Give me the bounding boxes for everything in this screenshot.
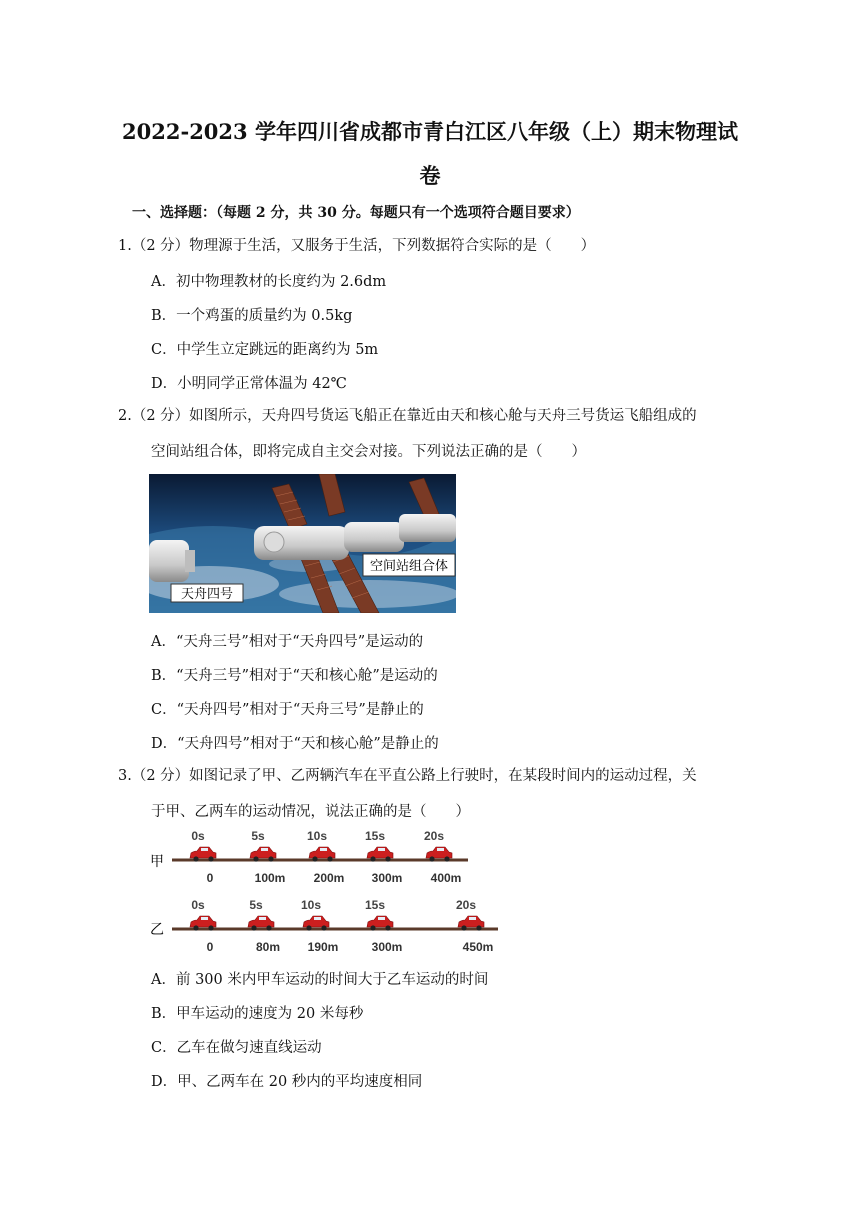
car1-time-label: 15s: [364, 829, 386, 843]
car2-time-label: 10s: [300, 898, 322, 912]
car2-position-label: 300m: [371, 940, 403, 954]
car2-label: 乙: [150, 921, 164, 937]
question-1-option-c: C．中学生立定跳远的距离约为 5m: [151, 342, 379, 358]
question-2-option-c: C．“天舟四号”相对于“天舟三号”是静止的: [151, 702, 424, 718]
car1-position-label: 300m: [371, 871, 403, 885]
car1-time-label: 5s: [251, 829, 265, 843]
question-3-stem-continued: 于甲、乙两车的运动情况，说法正确的是（ ）: [151, 804, 470, 820]
space-station-photo: [149, 474, 456, 613]
question-1-option-b: B．一个鸡蛋的质量约为 0.5kg: [151, 308, 353, 324]
car1-position-label: 100m: [254, 871, 286, 885]
question-3-stem: 3.（2 分）如图记录了甲、乙两辆汽车在平直公路上行驶时，在某段时间内的运动过程，关: [118, 768, 697, 784]
car2-position-label: 80m: [255, 940, 281, 954]
question-2-stem-continued: 空间站组合体，即将完成自主交会对接。下列说法正确的是（ ）: [151, 444, 586, 460]
car1-time-label: 0s: [191, 829, 205, 843]
question-2-option-a: A．“天舟三号”相对于“天舟四号”是运动的: [151, 634, 424, 650]
car1-time-label: 10s: [306, 829, 328, 843]
question-3-option-b: B．甲车运动的速度为 20 米每秒: [151, 1006, 364, 1022]
question-2-stem: 2.（2 分）如图所示，天舟四号货运飞船正在靠近由天和核心舱与天舟三号货运飞船组成的: [118, 408, 697, 424]
question-2-option-d: D．“天舟四号”相对于“天和核心舱”是静止的: [151, 736, 439, 752]
car2-position-label: 0: [206, 940, 214, 954]
question-2-option-b: B．“天舟三号”相对于“天和核心舱”是运动的: [151, 668, 438, 684]
document-title-line1: 2022-2023 学年四川省成都市青白江区八年级（上）期末物理试: [122, 119, 738, 144]
question-3-option-a: A．前 300 米内甲车运动的时间大于乙车运动的时间: [151, 972, 489, 988]
question-1-stem: 1.（2 分）物理源于生活，又服务于生活，下列数据符合实际的是（ ）: [118, 238, 596, 254]
car-motion-diagram: [150, 828, 505, 958]
car1-label: 甲: [150, 853, 164, 869]
car2-time-label: 5s: [249, 898, 263, 912]
question-3-option-d: D．甲、乙两车在 20 秒内的平均速度相同: [151, 1074, 423, 1090]
car2-time-label: 15s: [364, 898, 386, 912]
car2-position-label: 190m: [307, 940, 339, 954]
question-1-option-a: A．初中物理教材的长度约为 2.6dm: [151, 274, 387, 290]
section-heading: 一、选择题：（每题 2 分，共 30 分。每题只有一个选项符合题目要求）: [132, 205, 580, 221]
car2-time-label: 0s: [191, 898, 205, 912]
car2-time-label: 20s: [455, 898, 477, 912]
document-title-line2: 卷: [419, 163, 441, 188]
car1-position-label: 400m: [430, 871, 462, 885]
car1-position-label: 0: [206, 871, 214, 885]
question-3-option-c: C．乙车在做匀速直线运动: [151, 1040, 322, 1056]
question-1-option-d: D．小明同学正常体温为 42℃: [151, 376, 347, 392]
label-space-station: 空间站组合体: [369, 558, 449, 573]
car1-time-label: 20s: [423, 829, 445, 843]
car1-position-label: 200m: [313, 871, 345, 885]
car2-position-label: 450m: [462, 940, 494, 954]
label-tianzhou4: 天舟四号: [180, 586, 234, 601]
